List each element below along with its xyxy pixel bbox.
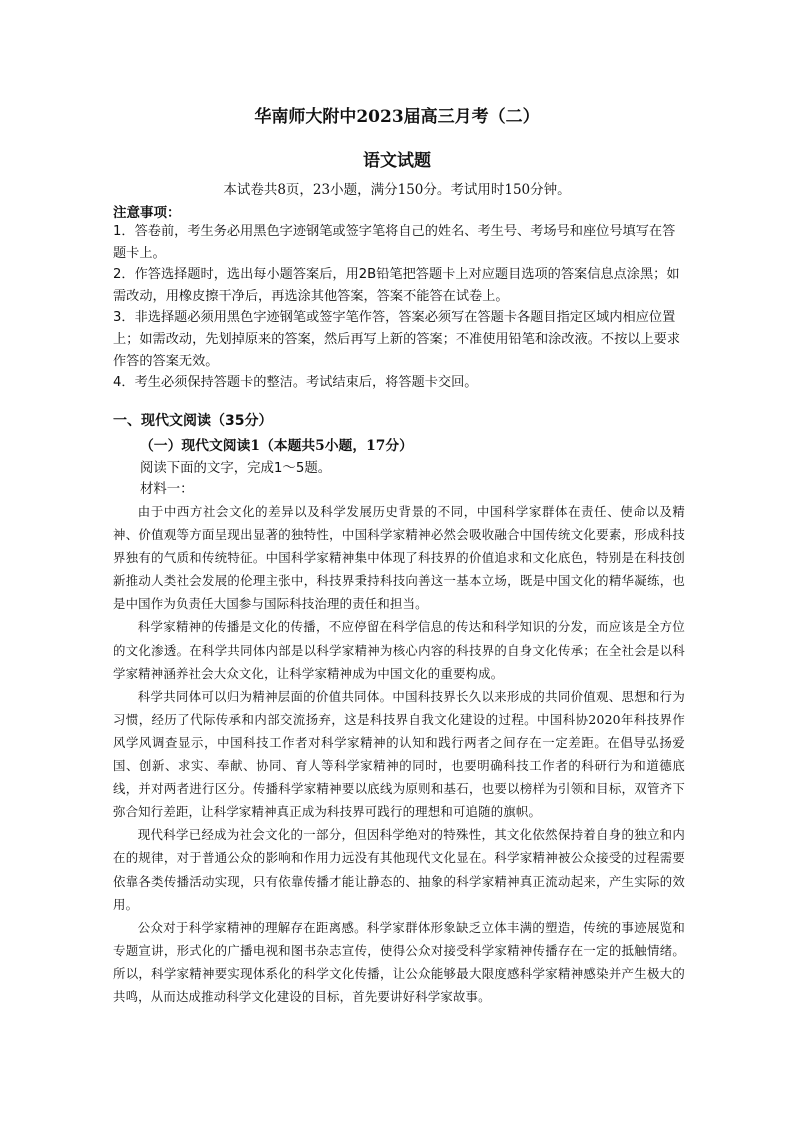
note-item: 1．答卷前，考生务必用黑色字迹钢笔或签字笔将自己的姓名、考生号、考场号和座位号填写在答题卡上。 [113,224,676,261]
reading-instruction: 阅读下面的文字，完成1～5题。 [140,461,332,476]
notes-list [113,221,683,394]
article-paragraph: 公众对于科学家精神的理解存在距离感。科学家群体形象缺乏立体丰满的塑造，传统的事迹展览和专题宣讲，形式化的广播电视和图书杂志宣传，使得公众对接受科学家精神传播存在一定的抵触情绪。所以，科学家精神要实现体系化的科学文化传播，让公众能够最大限度感科学家精神感染并产生极大的共鸣，从而达成推动科学文化建设的目标，首先要讲好科学家故事。 [113,919,685,1004]
article-paragraph: 科学共同体可以归为精神层面的价值共同体。中国科技界长久以来形成的共同价值观、思想和行为习惯，经历了代际传承和内部交流扬弃，这是科技界自我文化建设的过程。中国科协2020年科技界作风学风调查显示，中国科技工作者对科学家精神的认知和践行两者之间存在一定差距。在倡导弘扬爱国、创新、求实、奉献、协同、育人等科学家精神的同时，也要明确科技工作者的科研行为和道德底线，并对两者进行区分。传播科学家精神要以底线为原则和基石，也要以榜样为引领和目标，双管齐下弥合知行差距，让科学家精神真正成为科技界可践行的理想和可追随的旗帜。 [113,688,685,820]
note-item: 2．作答选择题时，选出每小题答案后，用2B铅笔把答题卡上对应题目选项的答案信息点涂黑；如需改动，用橡皮擦干净后，再选涂其他答案，答案不能答在试卷上。 [113,267,680,304]
article-paragraph: 现代科学已经成为社会文化的一部分，但因科学绝对的特殊性，其文化依然保持着自身的独立和内在的规律，对于普通公众的影响和作用力远没有其他现代文化显在。科学家精神被公众接受的过程需要依靠各类传播活动实现，只有依靠传播才能让静态的、抽象的科学家精神真正流动起来，产生实际的效用。 [113,827,685,912]
article-paragraph: 科学家精神的传播是文化的传播，不应停留在科学信息的传达和科学知识的分发，而应该是全方位的文化渗透。在科学共同体内部是以科学家精神为核心内容的科技界的自身文化传承；在全社会是以科学家精神涵养社会大众文化，让科学家精神成为中国文化的重要构成。 [113,619,685,681]
subsection-heading: （一）现代文阅读1（本题共5小题，17分） [140,438,413,454]
notes-heading: 注意事项： [113,205,181,221]
note-item: 3．非选择题必须用黑色字迹钢笔或签字笔作答，答案必须写在答题卡各题目指定区域内相应位置上；如需改动，先划掉原来的答案，然后再写上新的答案；不准使用铅笔和涂改液。不按以上要求作答的答案无效。 [113,310,681,369]
exam-intro: 本试卷共8页，23小题，满分150分。考试用时150分钟。 [223,182,571,198]
subject-title: 语文试题 [363,151,431,171]
material-label: 材料一： [140,482,194,497]
article-paragraph: 由于中西方社会文化的差异以及科学发展历史背景的不同，中国科学家群体在责任、使命以及精神、价值观等方面呈现出显著的独特性，中国科学家精神必然会吸收融合中国传统文化要素，形成科技界独有的气质和传统特征。中国科学家精神集中体现了科技界的价值追求和文化底色，特别是在科技创新推动人类社会发展的伦理主张中，科技界秉持科技向善这一基本立场，既是中国文化的精华凝练，也是中国作为负责任大国参与国际科技治理的责任和担当。 [113,504,685,612]
section-heading: 一、现代文阅读（35分） [113,413,273,429]
exam-title: 华南师大附中2023届高三月考（二） [254,107,540,127]
note-item: 4．考生必须保持答题卡的整洁。考试结束后，将答题卡交回。 [113,375,478,391]
article-body [113,500,685,1008]
